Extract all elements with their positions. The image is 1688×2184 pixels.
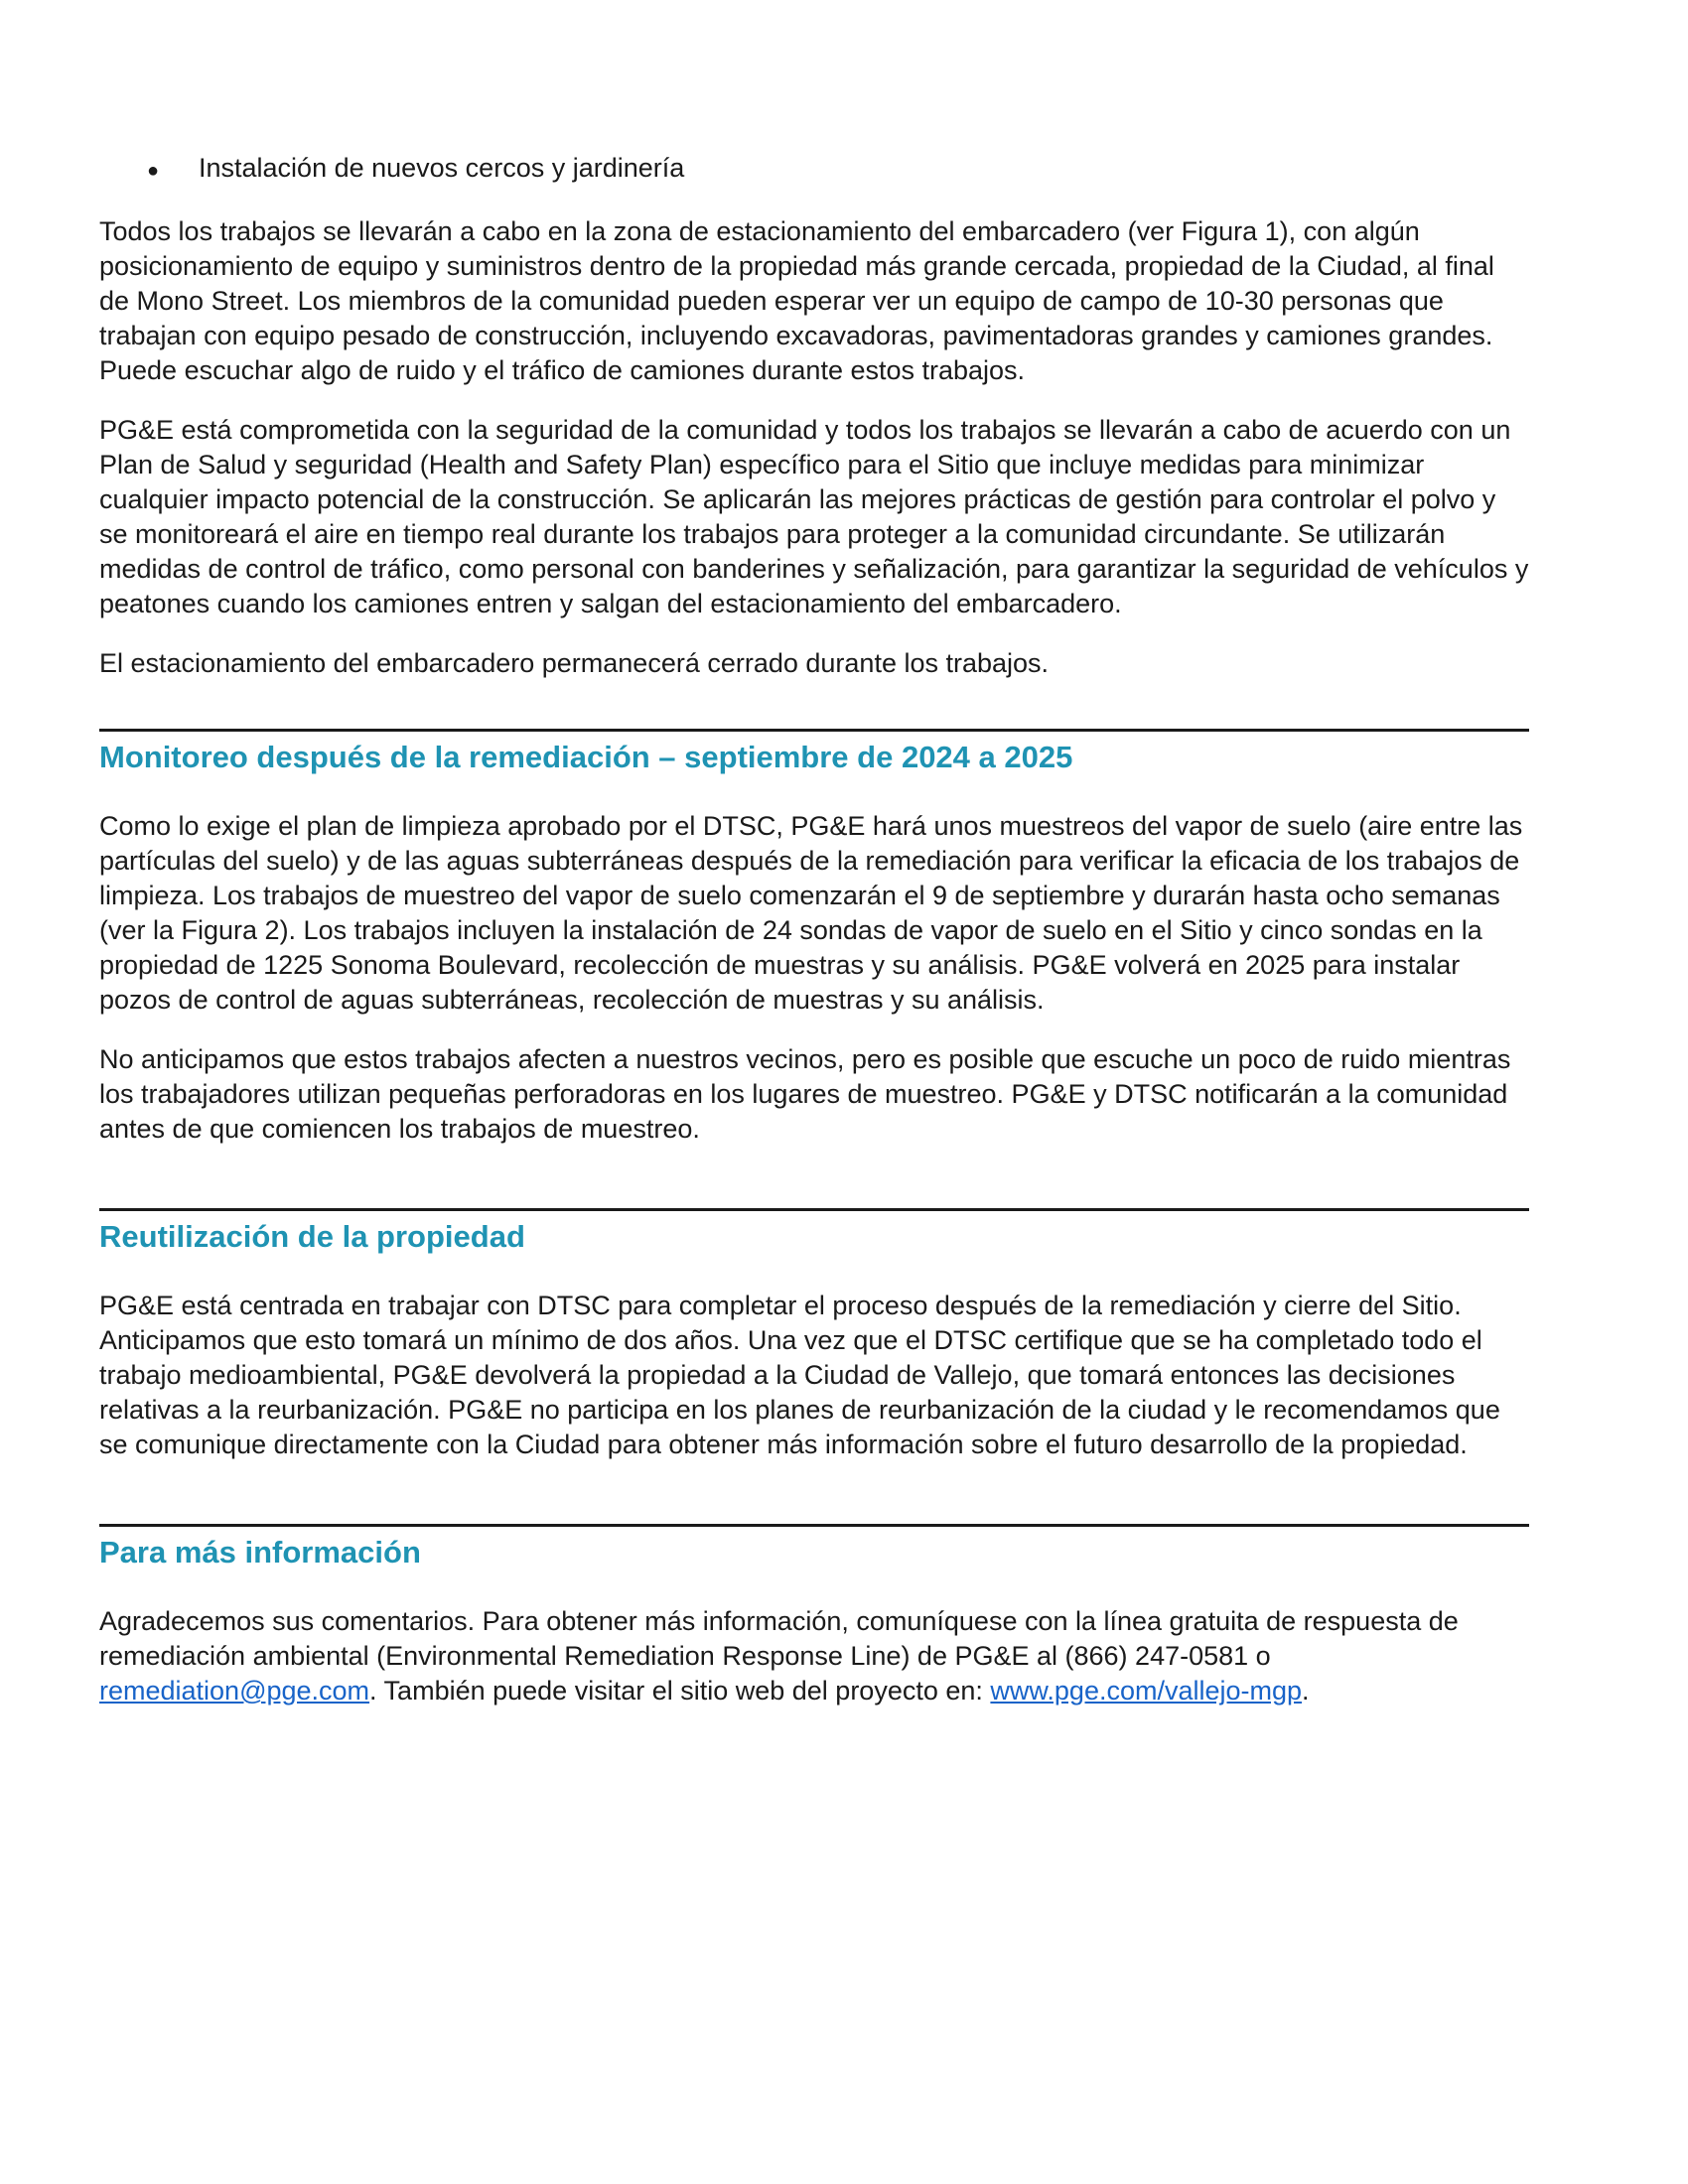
monitoring-paragraph-2: No anticipamos que estos trabajos afecten a nuestros vecinos, pero es posible que escuche un poco de ruido mientras los trabajadores utilizan pequeñas perforadoras en los lugares de muestreo. PG&E y DTSC notificarán a la comunidad antes de que comiencen los trabajos de muestreo.	[99, 1044, 1511, 1144]
document-page	[99, 151, 1529, 1708]
intro-paragraph-1: Todos los trabajos se llevarán a cabo en la zona de estacionamiento del embarcadero (ver Figura 1), con algún posicionamiento de equipo y suministros dentro de la propiedad más grande cercada, propiedad de la Ciudad, al final de Mono Street. Los miembros de la comunidad pueden esperar ver un equipo de campo de 10-30 personas que trabajan con equipo pesado de construcción, incluyendo excavadoras, pavimentadoras grandes y camiones grandes. Puede escuchar algo de ruido y el tráfico de camiones durante estos trabajos.	[99, 216, 1494, 385]
monitoring-section	[99, 729, 1529, 1147]
info-paragraph	[99, 1604, 1529, 1708]
info-text-between: . También puede visitar el sitio web del proyecto en:	[369, 1676, 991, 1706]
monitoring-heading: Monitoreo después de la remediación – septiembre de 2024 a 2025	[99, 740, 1073, 774]
info-heading: Para más información	[99, 1535, 421, 1570]
reuse-section	[99, 1208, 1529, 1462]
bullet-icon: ●	[147, 160, 160, 182]
intro-paragraph-3: El estacionamiento del embarcadero permanecerá cerrado durante los trabajos.	[99, 648, 1050, 678]
bullet-text: Instalación de nuevos cercos y jardinería	[199, 153, 685, 183]
email-link[interactable]: remediation@pge.com	[99, 1676, 370, 1706]
info-text-after: .	[1302, 1676, 1310, 1706]
bullet-item	[147, 151, 1529, 189]
info-text-before-email: Agradecemos sus comentarios. Para obtener más información, comuníquese con la línea gratuita de respuesta de remediación ambiental (Environmental Remediation Response Line) de PG&E al (866) 247-0581 o	[99, 1606, 1459, 1671]
monitoring-paragraph-1: Como lo exige el plan de limpieza aprobado por el DTSC, PG&E hará unos muestreos del vapor de suelo (aire entre las partículas del suelo) y de las aguas subterráneas después de la remediación para verificar la eficacia de los trabajos de limpieza. Los trabajos de muestreo del vapor de suelo comenzarán el 9 de septiembre y durarán hasta ocho semanas (ver la Figura 2). Los trabajos incluyen la instalación de 24 sondas de vapor de suelo en el Sitio y cinco sondas en la propiedad de 1225 Sonoma Boulevard, recolección de muestras y su análisis. PG&E volverá en 2025 para instalar pozos de control de aguas subterráneas, recolección de muestras y su análisis.	[99, 811, 1523, 1015]
intro-paragraph-2: PG&E está comprometida con la seguridad de la comunidad y todos los trabajos se llevarán a cabo de acuerdo con un Plan de Salud y seguridad (Health and Safety Plan) específico para el Sitio que incluye medidas para minimizar cualquier impacto potencial de la construcción. Se aplicarán las mejores prácticas de gestión para controlar el polvo y se monitoreará el aire en tiempo real durante los trabajos para proteger a la comunidad circundante. Se utilizarán medidas de control de tráfico, como personal con banderines y señalización, para garantizar la seguridad de vehículos y peatones cuando los camiones entren y salgan del estacionamiento del embarcadero.	[99, 415, 1529, 618]
info-section	[99, 1524, 1529, 1708]
reuse-paragraph: PG&E está centrada en trabajar con DTSC para completar el proceso después de la remediación y cierre del Sitio. Anticipamos que esto tomará un mínimo de dos años. Una vez que el DTSC certifique que se ha completado todo el trabajo medioambiental, PG&E devolverá la propiedad a la Ciudad de Vallejo, que tomará entonces las decisiones relativas a la reurbanización. PG&E no participa en los planes de reurbanización de la ciudad y le recomendamos que se comunique directamente con la Ciudad para obtener más información sobre el futuro desarrollo de la propiedad.	[99, 1291, 1500, 1459]
website-link[interactable]: www.pge.com/vallejo-mgp	[990, 1676, 1303, 1706]
reuse-heading: Reutilización de la propiedad	[99, 1219, 525, 1254]
